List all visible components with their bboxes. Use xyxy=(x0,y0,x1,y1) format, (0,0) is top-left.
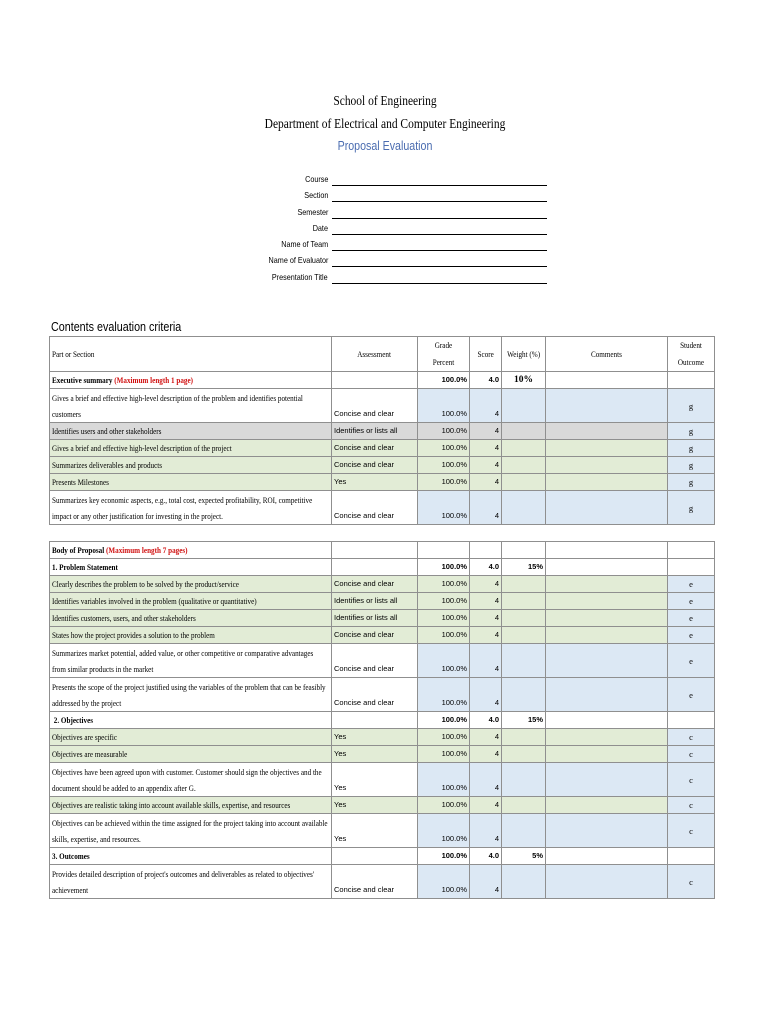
col-weight: Weight (%) xyxy=(502,337,546,372)
grade-cell: 100.0% xyxy=(418,865,470,899)
comments-cell[interactable] xyxy=(546,576,668,593)
table-row xyxy=(50,610,715,627)
grade-cell: 100.0% xyxy=(418,814,470,848)
grade-cell: 100.0% xyxy=(418,746,470,763)
table-row xyxy=(50,729,715,746)
criterion-text: Objectives are measurable xyxy=(50,746,332,763)
grade-cell: 100.0% xyxy=(418,644,470,678)
outcome-cell: c xyxy=(668,814,715,848)
outcome-cell: c xyxy=(668,763,715,797)
comments-cell[interactable] xyxy=(546,457,668,474)
score-cell: 4.0 xyxy=(470,848,502,865)
assessment-select[interactable]: Concise and clear xyxy=(332,627,418,644)
subsection-row xyxy=(50,848,715,865)
assessment-select[interactable]: Yes xyxy=(332,729,418,746)
assessment-select[interactable]: Concise and clear xyxy=(332,491,418,525)
grade-cell: 100.0% xyxy=(418,627,470,644)
subsection-row xyxy=(50,712,715,729)
table-row xyxy=(50,678,715,712)
score-cell: 4 xyxy=(470,440,502,457)
comments-cell[interactable] xyxy=(546,865,668,899)
criteria-heading: Contents evaluation criteria xyxy=(51,320,182,334)
info-row-evaluator xyxy=(230,253,560,269)
outcome-cell: c xyxy=(668,865,715,899)
document-title: Proposal Evaluation xyxy=(337,138,433,153)
exec-summary-table xyxy=(49,336,715,525)
table-row xyxy=(50,440,715,457)
info-label: Presentation Title xyxy=(272,271,328,282)
score-cell: 4.0 xyxy=(470,712,502,729)
grade-cell: 100.0% xyxy=(418,372,470,389)
weight-cell xyxy=(502,746,546,763)
col-assessment: Assessment xyxy=(332,337,418,372)
info-row-course xyxy=(230,172,560,188)
subsection-title: 2. Objectives xyxy=(50,712,332,729)
weight-cell xyxy=(502,423,546,440)
table-row xyxy=(50,423,715,440)
comments-cell[interactable] xyxy=(546,474,668,491)
comments-cell[interactable] xyxy=(546,797,668,814)
section-field[interactable] xyxy=(332,201,547,202)
comments-cell[interactable] xyxy=(546,627,668,644)
criterion-text: Gives a brief and effective high-level description of the project xyxy=(50,440,332,457)
outcome-cell: e xyxy=(668,627,715,644)
weight-cell: 5% xyxy=(502,848,546,865)
score-cell: 4 xyxy=(470,627,502,644)
info-row-section xyxy=(230,188,560,204)
outcome-cell: c xyxy=(668,797,715,814)
score-cell: 4.0 xyxy=(470,559,502,576)
criterion-text: Objectives are realistic taking into account available skills, expertise, and resources xyxy=(50,797,332,814)
weight-cell xyxy=(502,678,546,712)
score-cell: 4 xyxy=(470,474,502,491)
info-row-team xyxy=(230,237,560,253)
score-cell: 4 xyxy=(470,865,502,899)
criterion-text: Presents the scope of the project justified using the variables of the problem that can be feasibly addressed by the project xyxy=(50,678,332,712)
semester-field[interactable] xyxy=(332,218,547,219)
course-field[interactable] xyxy=(332,185,547,186)
grade-cell: 100.0% xyxy=(418,763,470,797)
assessment-select[interactable]: Concise and clear xyxy=(332,440,418,457)
comments-cell[interactable] xyxy=(546,763,668,797)
weight-cell xyxy=(502,491,546,525)
outcome-cell: g xyxy=(668,457,715,474)
info-label: Name of Team xyxy=(281,239,328,250)
criterion-text: Provides detailed description of project's outcomes and deliverables as related to objectives' achievement xyxy=(50,865,332,899)
assessment-select[interactable]: Yes xyxy=(332,814,418,848)
outcome-cell: g xyxy=(668,389,715,423)
comments-cell[interactable] xyxy=(546,746,668,763)
section-title: Body of Proposal (Maximum length 7 pages) xyxy=(50,542,332,559)
assessment-select[interactable]: Concise and clear xyxy=(332,644,418,678)
table-row xyxy=(50,627,715,644)
table-row xyxy=(50,389,715,423)
grade-cell: 100.0% xyxy=(418,576,470,593)
assessment-select[interactable]: Yes xyxy=(332,746,418,763)
weight-cell xyxy=(502,865,546,899)
grade-cell: 100.0% xyxy=(418,389,470,423)
outcome-cell: g xyxy=(668,491,715,525)
grade-cell: 100.0% xyxy=(418,559,470,576)
grade-cell: 100.0% xyxy=(418,423,470,440)
info-label: Date xyxy=(312,222,328,233)
comments-cell[interactable] xyxy=(546,610,668,627)
score-cell: 4 xyxy=(470,678,502,712)
section-title: Executive summary (Maximum length 1 page) xyxy=(50,372,332,389)
body-table xyxy=(49,541,715,899)
presentation-title-field[interactable] xyxy=(332,283,547,284)
outcome-cell: c xyxy=(668,729,715,746)
assessment-select[interactable]: Concise and clear xyxy=(332,457,418,474)
criterion-text: Objectives are specific xyxy=(50,729,332,746)
assessment-select[interactable]: Concise and clear xyxy=(332,389,418,423)
criterion-text: Identifies variables involved in the problem (qualitative or quantitative) xyxy=(50,593,332,610)
table-row xyxy=(50,865,715,899)
score-cell: 4 xyxy=(470,814,502,848)
weight-cell xyxy=(502,729,546,746)
info-row-date xyxy=(230,221,560,237)
assessment-select[interactable]: Yes xyxy=(332,797,418,814)
criterion-text: Objectives have been agreed upon with customer. Customer should sign the objectives and the document should be added to an appendix after G. xyxy=(50,763,332,797)
table-row xyxy=(50,576,715,593)
outcome-cell: g xyxy=(668,440,715,457)
grade-cell: 100.0% xyxy=(418,440,470,457)
info-label: Semester xyxy=(297,206,328,217)
grade-cell: 100.0% xyxy=(418,474,470,491)
comments-cell[interactable] xyxy=(546,423,668,440)
grade-cell: 100.0% xyxy=(418,797,470,814)
score-cell: 4.0 xyxy=(470,372,502,389)
criterion-text: Gives a brief and effective high-level description of the problem and identifies potential customers xyxy=(50,389,332,423)
comments-cell[interactable] xyxy=(546,440,668,457)
info-fields xyxy=(230,172,560,286)
grade-cell: 100.0% xyxy=(418,457,470,474)
assessment-select[interactable]: Yes xyxy=(332,474,418,491)
weight-cell xyxy=(502,763,546,797)
weight-cell xyxy=(502,797,546,814)
grade-cell: 100.0% xyxy=(418,729,470,746)
col-part: Part or Section xyxy=(50,337,332,372)
criterion-text: Clearly describes the problem to be solved by the product/service xyxy=(50,576,332,593)
table-row xyxy=(50,746,715,763)
col-comments: Comments xyxy=(546,337,668,372)
info-label: Course xyxy=(304,174,328,184)
info-label: Name of Evaluator xyxy=(268,255,328,266)
outcome-cell: g xyxy=(668,474,715,491)
table-row xyxy=(50,457,715,474)
weight-cell xyxy=(502,457,546,474)
date-field[interactable] xyxy=(332,234,547,235)
weight-cell xyxy=(502,389,546,423)
comments-cell[interactable] xyxy=(546,389,668,423)
weight-cell xyxy=(502,610,546,627)
table-row xyxy=(50,814,715,848)
table-row xyxy=(50,474,715,491)
weight-cell: 10% xyxy=(502,372,546,389)
col-score: Score xyxy=(470,337,502,372)
weight-cell xyxy=(502,814,546,848)
weight-cell: 15% xyxy=(502,712,546,729)
outcome-cell: c xyxy=(668,746,715,763)
assessment-select[interactable]: Concise and clear xyxy=(332,576,418,593)
assessment-select[interactable]: Concise and clear xyxy=(332,865,418,899)
comments-cell[interactable] xyxy=(546,678,668,712)
table-row xyxy=(50,797,715,814)
grade-cell: 100.0% xyxy=(418,491,470,525)
col-grade-percent: Grade Percent xyxy=(418,337,470,372)
weight-cell: 15% xyxy=(502,559,546,576)
evaluator-field[interactable] xyxy=(332,266,547,267)
criterion-text: States how the project provides a solution to the problem xyxy=(50,627,332,644)
subsection-row xyxy=(50,559,715,576)
outcome-cell: e xyxy=(668,678,715,712)
subsection-title: 3. Outcomes xyxy=(50,848,332,865)
grade-cell: 100.0% xyxy=(418,593,470,610)
grade-cell: 100.0% xyxy=(418,678,470,712)
team-name-field[interactable] xyxy=(332,250,547,251)
weight-cell xyxy=(502,576,546,593)
assessment-select[interactable]: Identifies or lists all xyxy=(332,610,418,627)
table-header-row xyxy=(50,337,715,372)
score-cell: 4 xyxy=(470,576,502,593)
score-cell: 4 xyxy=(470,644,502,678)
assessment-select[interactable]: Concise and clear xyxy=(332,678,418,712)
outcome-cell: e xyxy=(668,644,715,678)
outcome-cell: e xyxy=(668,593,715,610)
score-cell: 4 xyxy=(470,610,502,627)
criterion-text: Objectives can be achieved within the time assigned for the project taking into account available skills, expertise, and resources. xyxy=(50,814,332,848)
weight-cell xyxy=(502,593,546,610)
criterion-text: Summarizes market potential, added value, or other competitive or comparative advantages from similar products in the market xyxy=(50,644,332,678)
info-row-presentation xyxy=(230,270,560,286)
weight-cell xyxy=(502,644,546,678)
score-cell: 4 xyxy=(470,389,502,423)
criterion-text: Identifies customers, users, and other stakeholders xyxy=(50,610,332,627)
comments-cell[interactable] xyxy=(546,593,668,610)
info-label: Section xyxy=(303,190,328,201)
outcome-cell: g xyxy=(668,423,715,440)
grade-cell: 100.0% xyxy=(418,610,470,627)
criterion-text: Summarizes deliverables and products xyxy=(50,457,332,474)
criterion-text: Identifies users and other stakeholders xyxy=(50,423,332,440)
table-row xyxy=(50,763,715,797)
criterion-text: Summarizes key economic aspects, e.g., total cost, expected profitability, ROI, competitive impact or any other justification for investing in the project. xyxy=(50,491,332,525)
assessment-select[interactable]: Identifies or lists all xyxy=(332,423,418,440)
weight-cell xyxy=(502,474,546,491)
assessment-select[interactable]: Yes xyxy=(332,763,418,797)
comments-cell[interactable] xyxy=(546,491,668,525)
section-row-exec xyxy=(50,372,715,389)
school-name: School of Engineering xyxy=(333,94,437,109)
outcome-cell: e xyxy=(668,610,715,627)
assessment-select[interactable]: Identifies or lists all xyxy=(332,593,418,610)
table-row xyxy=(50,644,715,678)
score-cell: 4 xyxy=(470,729,502,746)
comments-cell[interactable] xyxy=(546,644,668,678)
comments-cell[interactable] xyxy=(546,729,668,746)
department-name: Department of Electrical and Computer Engineering xyxy=(264,117,506,132)
score-cell: 4 xyxy=(470,457,502,474)
score-cell: 4 xyxy=(470,423,502,440)
score-cell: 4 xyxy=(470,746,502,763)
criterion-text: Presents Milestones xyxy=(50,474,332,491)
subsection-title: 1. Problem Statement xyxy=(50,559,332,576)
table-row xyxy=(50,491,715,525)
score-cell: 4 xyxy=(470,593,502,610)
score-cell: 4 xyxy=(470,797,502,814)
section-row-body xyxy=(50,542,715,559)
outcome-cell: e xyxy=(668,576,715,593)
score-cell: 4 xyxy=(470,491,502,525)
info-row-semester xyxy=(230,205,560,221)
col-student-outcome: Student Outcome xyxy=(668,337,715,372)
grade-cell: 100.0% xyxy=(418,712,470,729)
comments-cell[interactable] xyxy=(546,814,668,848)
grade-cell: 100.0% xyxy=(418,848,470,865)
weight-cell xyxy=(502,627,546,644)
score-cell: 4 xyxy=(470,763,502,797)
table-row xyxy=(50,593,715,610)
weight-cell xyxy=(502,440,546,457)
